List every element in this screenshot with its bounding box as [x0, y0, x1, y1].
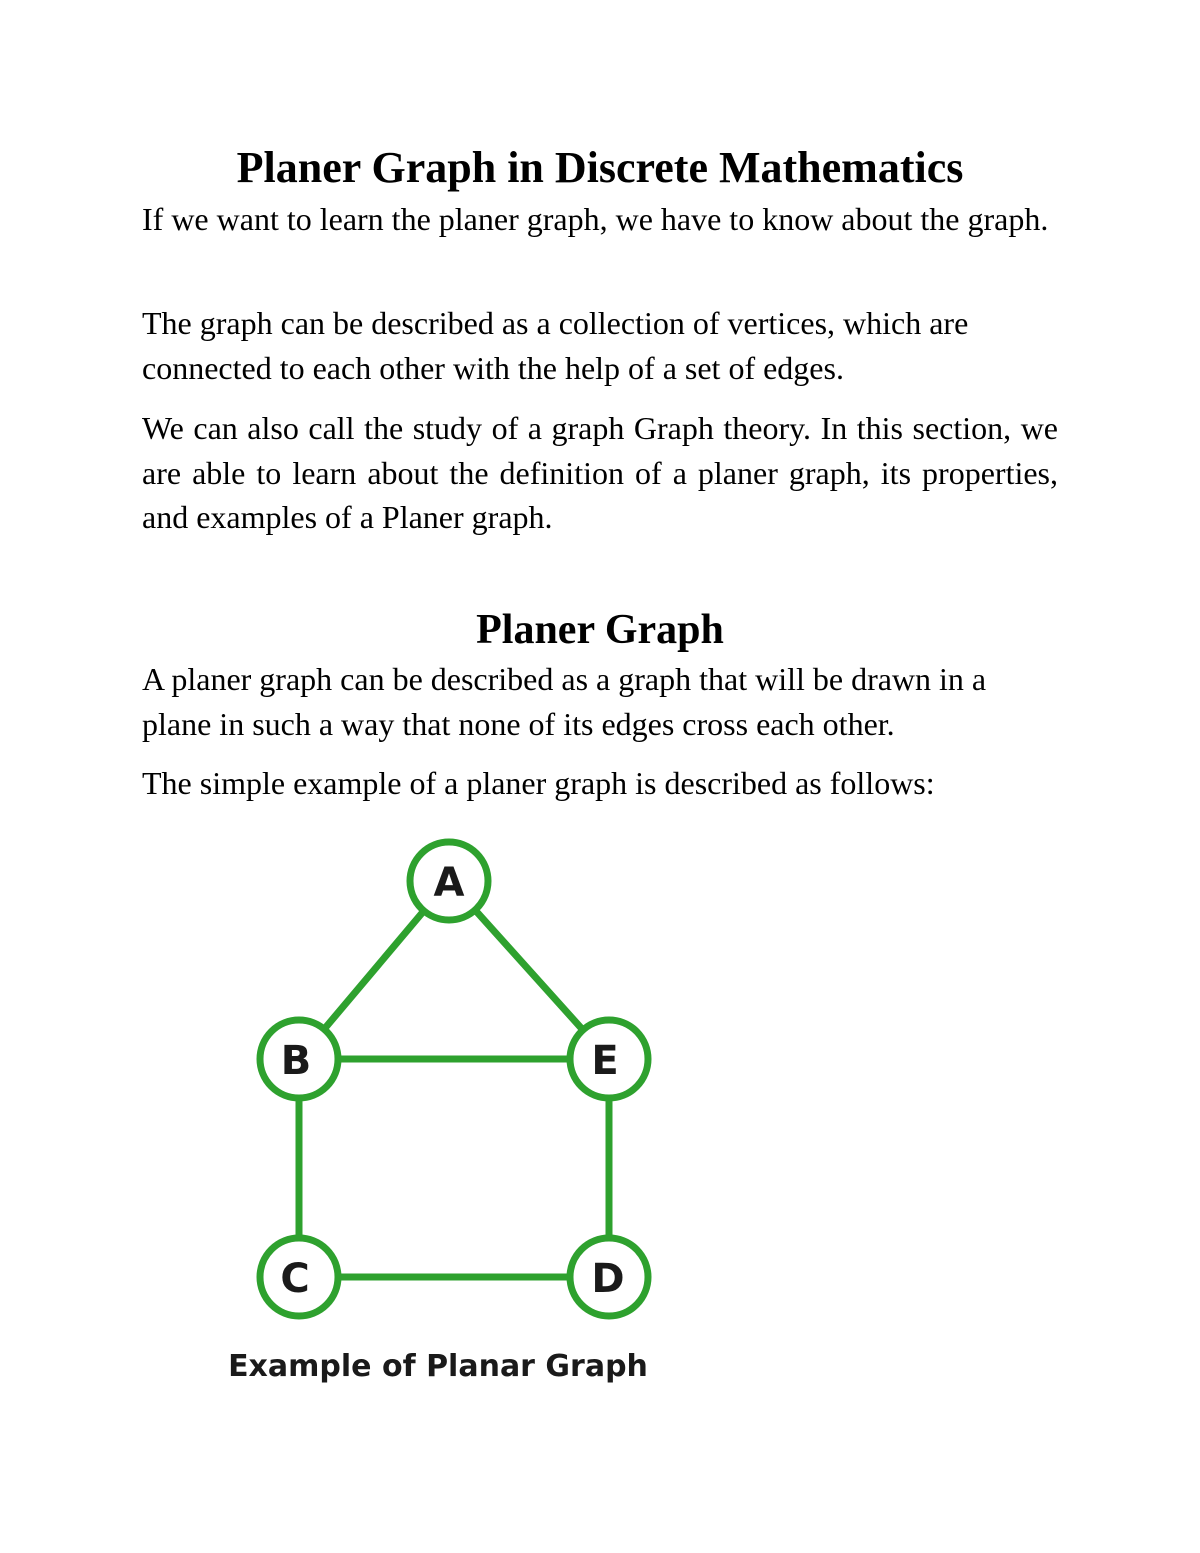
- graph-node-b-label: B: [280, 1038, 312, 1084]
- graph-node-c: [260, 1238, 338, 1316]
- graph-node-e: [570, 1020, 648, 1098]
- graph-node-e-label: E: [591, 1038, 619, 1084]
- graph-nodes: [260, 842, 648, 1316]
- graph-node-b: [260, 1020, 338, 1098]
- figure-caption: Example of Planar Graph: [228, 1349, 648, 1384]
- graph-node-d-label: D: [591, 1256, 625, 1302]
- graph-node-c-label: C: [280, 1256, 310, 1302]
- graph-edges: [299, 881, 609, 1277]
- graph-node-a-label: A: [433, 860, 465, 906]
- section-paragraph-1: A planer graph can be described as a graph that will be drawn in a plane in such a way that none of its edges cross each other.: [142, 661, 987, 742]
- intro-paragraph-1: If we want to learn the planer graph, we have to know about the graph.: [142, 201, 1049, 237]
- graph-node-a: [410, 842, 488, 920]
- page-title: Planer Graph in Discrete Mathematics: [236, 143, 964, 192]
- intro-paragraph-2: The graph can be described as a collection of vertices, which are connected to each other with the help of a set of edges.: [142, 305, 969, 386]
- intro-paragraph-3: We can also call the study of a graph Graph theory. In this section, we are able to learn about the definition of a planer graph, its properties, and examples of a Planer graph.: [142, 410, 1058, 535]
- section-paragraph-2: The simple example of a planer graph is described as follows:: [142, 765, 935, 801]
- section-heading: Planer Graph: [476, 607, 724, 653]
- graph-node-d: [570, 1238, 648, 1316]
- planar-graph-figure: [200, 822, 720, 1402]
